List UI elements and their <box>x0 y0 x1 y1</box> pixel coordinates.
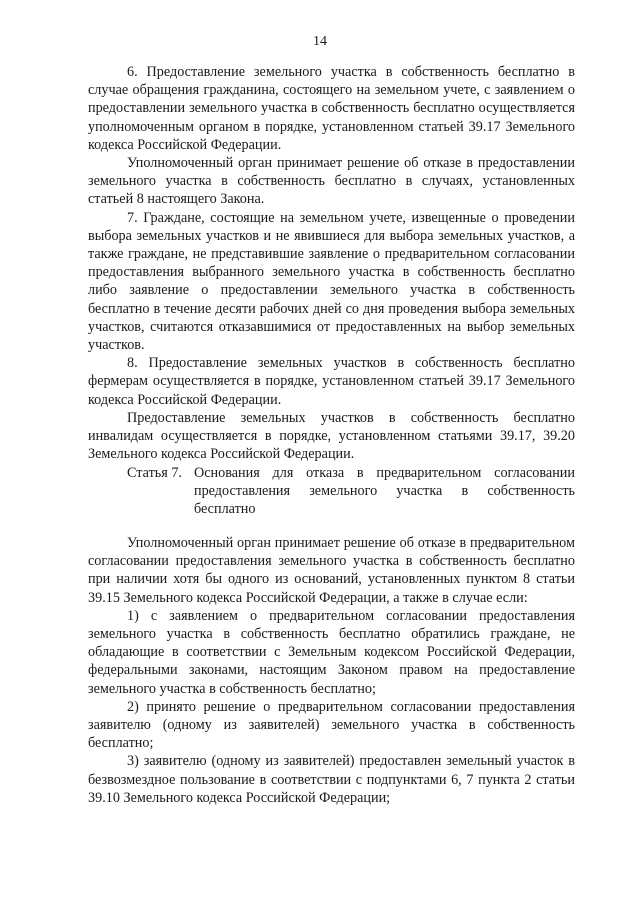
list-item-2: 2) принято решение о предварительном согласовании предоставления заявителю (одному из заявителей) земельного участка в собственность бесплатно; <box>88 698 575 752</box>
list-item-1: 1) с заявлением о предварительном согласовании предоставления земельного участка в собственность бесплатно обратились граждане, не обладающие в соответствии с Земельным кодексом Российской Федерации, федеральными законами, настоящим Законом правом на предоставление земельного участка в собственность бесплатно; <box>88 607 575 697</box>
article-title: Основания для отказа в предварительном согласовании предоставления земельного участка в собственность бесплатно <box>194 465 575 518</box>
paragraph-article-7-intro: Уполномоченный орган принимает решение об отказе в предварительном согласовании предоставления земельного участка в собственность бесплатно при наличии хотя бы одного из оснований, установленных пунктом 8 статьи 39.15 Земельного кодекса Российской Федерации, а также в случае если: <box>88 535 575 606</box>
article-label: Статья 7. <box>127 465 182 481</box>
list-item-3: 3) заявителю (одному из заявителей) предоставлен земельный участок в безвозмездное пользование в соответствии с подпунктами 6, 7 пункта 2 статьи 39.10 Земельного кодекса Российской Федерации; <box>88 753 575 806</box>
paragraph-refusal-grounds: Уполномоченный орган принимает решение об отказе в предоставлении земельного участка в собственность бесплатно в случаях, установленных статьей 8 настоящего Закона. <box>88 155 575 208</box>
article-7-body <box>88 534 575 807</box>
paragraph-item-8: 8. Предоставление земельных участков в собственность бесплатно фермерам осуществляется в порядке, установленном статьей 39.17 Земельного кодекса Российской Федерации. <box>88 355 575 408</box>
paragraph-disabled-persons: Предоставление земельных участков в собственность бесплатно инвалидам осуществляется в порядке, установленном статьями 39.17, 39.20 Земельного кодекса Российской Федерации. <box>88 409 575 463</box>
paragraph-item-6: 6. Предоставление земельного участка в собственность бесплатно в случае обращения гражданина, состоящего на земельном учете, с заявлением о предоставлении земельного участка в собственность бесплатно осуществляется уполномоченным органом в порядке, установленном статьей 39.17 Земельного кодекса Российской Федерации. <box>88 64 575 153</box>
law-text-section-6-8 <box>88 63 575 463</box>
page-number: 14 <box>313 34 327 49</box>
paragraph-item-7: 7. Граждане, состоящие на земельном учете, извещенные о проведении выбора земельных участков и не явившиеся для выбора земельных участков, а также граждане, не представившие заявление о предварительном согласовании предоставления выбранного земельного участка в собственность бесплатно либо заявление о предоставлении земельного участка в собственность бесплатно в течение десяти рабочих дней со дня проведения выбора земельных участков, считаются отказавшимися от предоставленных на выбор земельных участков. <box>88 209 575 354</box>
article-7-heading <box>127 464 575 519</box>
